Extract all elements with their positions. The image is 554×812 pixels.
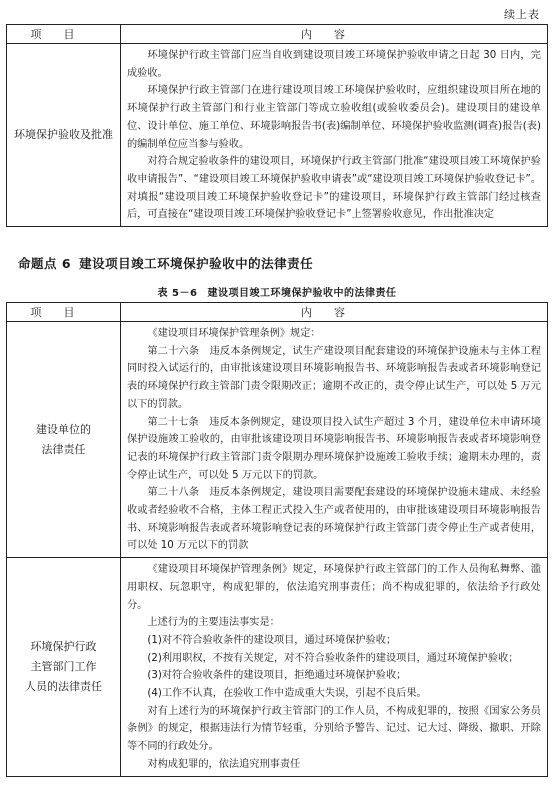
table-row <box>7 558 548 776</box>
paragraph: (1)对不符合验收条件的建设项目，通过环境保护验收； <box>147 634 397 646</box>
paragraph: (4)工作不认真，在验收工作中造成重大失误，引起不良后果。 <box>147 688 427 700</box>
paragraph: 对构成犯罪的，依法追究刑事责任 <box>147 758 301 770</box>
paragraph: 对有上述行为的环境保护行政主管部门的工作人员，不构成犯罪的，按照《国家公务员条例》的规定，根据违法行为情节轻重，分别给予警告、记过、记大过、降级、撤职、开除等不同的行政处分。 <box>127 705 541 753</box>
table-title: 建设项目竣工环境保护验收中的法律责任 <box>207 288 397 299</box>
header-content: 内容 <box>121 25 548 44</box>
row-label-line: 建设单位的 <box>36 422 91 436</box>
paragraph: 第二十七条 违反本条例规定，建设项目投入试生产超过 3 个月，建设单位未申请环境保护设施竣工验收的，由审批该建设项目环境影响报告书、环境影响报告表或者环境影响登记表的环境保护行政主管部门责令限期办理环境保护设施竣工验收手续；逾期未办理的，责令停止试生产，可以处 5 万元以下的罚款。 <box>127 416 541 481</box>
row-label-line: 人员的法律责任 <box>25 679 102 693</box>
table-header-row <box>7 303 548 322</box>
row-label <box>7 322 121 558</box>
header-item: 项目 <box>7 25 121 44</box>
paragraph: 环境保护行政主管部门在进行建设项目竣工环境保护验收时，应组织建设项目所在地的环境保护行政主管部门和行业主管部门等成立验收组(或验收委员会)。建设项目的建设单位、设计单位、施工单位、环境影响报告书(表)编制单位、环境保护验收监测(调查)报告(表)的编制单位应当参与验收。 <box>127 85 541 150</box>
table-header-row <box>7 25 548 44</box>
paragraph: 上述行为的主要违法事实是： <box>147 617 280 629</box>
section-number: 命题点 6 <box>18 256 72 271</box>
row-content <box>121 558 548 776</box>
row-label-line: 法律责任 <box>41 442 86 456</box>
paragraph: (3)对符合验收条件的建设项目，拒绝通过环境保护验收； <box>147 670 407 682</box>
acceptance-table-continued <box>6 24 548 227</box>
paragraph: 对符合规定验收条件的建设项目，环境保护行政主管部门批准“建设项目竣工环境保护验收申请报告”、“建设项目竣工环境保护验收申请表”或“建设项目竣工环境保护验收登记卡”。对填报“建设项目竣工环境保护验收登记卡”的建设项目，环境保护行政主管部门经过核查后，可直接在“建设项目竣工环境保护验收登记卡”上签署验收意见，作出批准决定 <box>127 156 541 221</box>
paragraph: 环境保护行政主管部门应当自收到建设项目竣工环境保护验收申请之日起 30 日内，完成验收。 <box>127 50 541 79</box>
paragraph: 《建设项目环境保护管理条例》规定： <box>147 328 321 339</box>
continued-label: 续上表 <box>504 8 540 21</box>
table-number: 表 5－6 <box>157 288 198 299</box>
header-item: 项目 <box>7 303 121 322</box>
liability-table <box>6 302 548 777</box>
section-heading <box>18 254 313 272</box>
paragraph: 《建设项目环境保护管理条例》规定，环境保护行政主管部门的工作人员徇私舞弊、滥用职权、玩忽职守，构成犯罪的，依法追究刑事责任；尚不构成犯罪的，依法给予行政处分。 <box>127 564 541 611</box>
paragraph: 第二十六条 违反本条例规定，试生产建设项目配套建设的环境保护设施未与主体工程同时投入试运行的，由审批该建设项目环境影响报告书、环境影响报告表或者环境影响登记表的环境保护行政主管部门责令限期改正；逾期不改正的，责令停止试生产，可以处 5 万元以下的罚款。 <box>127 345 541 410</box>
paragraph: 第二十八条 违反本条例规定，建设项目需要配套建设的环境保护设施未建成、未经验收或者经验收不合格，主体工程正式投入生产或者使用的，由审批该建设项目环境影响报告书、环境影响报告表或者环境影响登记表的环境保护行政主管部门责令停止生产或者使用，可以处 10 万元以下的罚款 <box>127 487 541 552</box>
section-title: 建设项目竣工环境保护验收中的法律责任 <box>79 256 314 271</box>
table-row <box>7 322 548 558</box>
row-content <box>121 322 548 558</box>
row-label: 环境保护验收及批准 <box>7 44 121 227</box>
header-content: 内容 <box>121 303 548 322</box>
row-content <box>121 44 548 227</box>
table-caption <box>0 284 554 299</box>
table-row <box>7 44 548 227</box>
row-label-line: 环境保护行政 <box>30 639 97 653</box>
paragraph: (2)利用职权，不按有关规定，对不符合验收条件的建设项目，通过环境保护验收； <box>147 652 519 664</box>
row-label <box>7 558 121 776</box>
row-label-line: 主管部门工作 <box>30 659 97 673</box>
